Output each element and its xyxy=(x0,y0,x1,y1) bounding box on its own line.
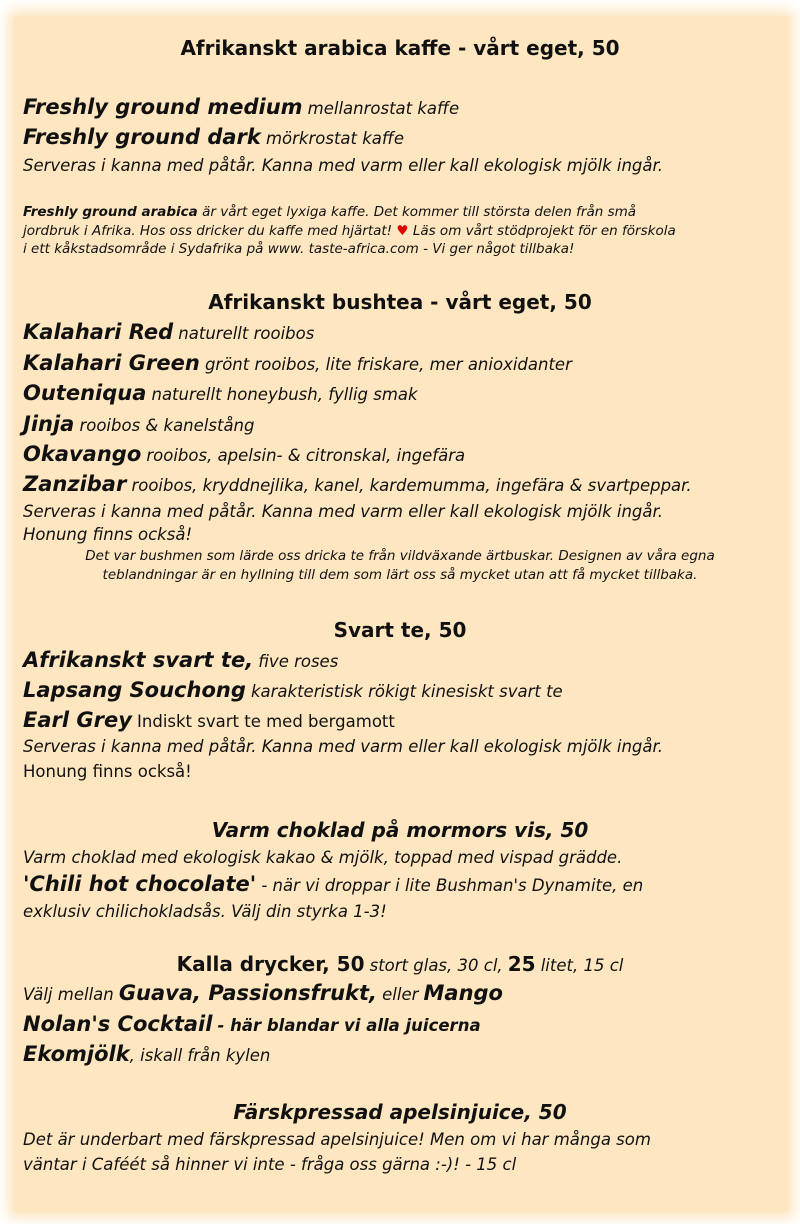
item-desc: - här blandar vi alla juicerna xyxy=(217,1016,481,1035)
item-desc: karakteristisk rökigt kinesiskt svart te xyxy=(250,682,563,701)
coffee-note-line: jordbruk i Afrika. Hos oss dricker du kaffe med hjärtat! ♥ Läs om vårt stödprojekt för en förskola xyxy=(23,223,676,239)
menu-item xyxy=(23,1012,481,1036)
menu-item xyxy=(23,95,459,119)
heart-icon: ♥ xyxy=(396,223,409,239)
item-name: Kalahari Green xyxy=(23,351,200,375)
item-desc: mellanrostat kaffe xyxy=(307,99,460,118)
item-desc: mörkrostat kaffe xyxy=(265,129,404,148)
item-desc: , iskall från kylen xyxy=(129,1046,271,1065)
item-desc: rooibos, apelsin- & citronskal, ingefära xyxy=(146,446,466,465)
item-desc: - när vi droppar i lite Bushman's Dynamite, en xyxy=(261,876,644,895)
item-name: Jinja xyxy=(23,412,75,436)
juice-desc: väntar i Caféét så hinner vi inte - fråga oss gärna :-)! - 15 cl xyxy=(23,1155,517,1174)
item-desc: naturellt rooibos xyxy=(178,324,315,343)
cold-heading: Kalla drycker, 50 stort glas, 30 cl, 25 litet, 15 cl xyxy=(176,952,624,976)
item-name: Lapsang Souchong xyxy=(23,678,246,702)
menu-item xyxy=(23,648,338,672)
menu-item xyxy=(23,412,254,436)
chocolate-desc: exklusiv chilichokladsås. Välj din styrka 1-3! xyxy=(23,902,387,921)
menu-item xyxy=(23,125,404,149)
coffee-note-line: Freshly ground arabica är vårt eget lyxiga kaffe. Det kommer till största delen från små xyxy=(23,204,637,220)
serve-note: Serveras i kanna med påtår. Kanna med varm eller kall ekologisk mjölk ingår. xyxy=(23,737,664,756)
juice-heading: Färskpressad apelsinjuice, 50 xyxy=(233,1100,567,1124)
bushtea-heading: Afrikanskt bushtea - vårt eget, 50 xyxy=(208,290,592,314)
item-name: Afrikanskt svart te, xyxy=(23,648,254,672)
bushtea-note-line: teblandningar är en hyllning till dem som lärt oss så mycket utan att få mycket tillbaka. xyxy=(102,567,698,583)
item-name: 'Chili hot chocolate' xyxy=(23,872,257,896)
item-name: Freshly ground dark xyxy=(23,125,261,149)
blacktea-heading: Svart te, 50 xyxy=(333,618,467,642)
item-desc: rooibos & kanelstång xyxy=(79,416,255,435)
menu-item: Välj mellan Guava, Passionsfrukt, eller Mango xyxy=(23,981,503,1005)
chocolate-heading: Varm choklad på mormors vis, 50 xyxy=(211,818,589,842)
item-name: Kalahari Red xyxy=(23,320,174,344)
item-desc: Indiskt svart te med bergamott xyxy=(137,712,395,731)
item-name: Okavango xyxy=(23,442,142,466)
honey-note: Honung finns också! xyxy=(23,525,193,544)
coffee-note-line: i ett kåkstadsområde i Sydafrika på www. taste-africa.com - Vi ger något tillbaka! xyxy=(23,241,575,257)
menu-item xyxy=(23,442,465,466)
menu-item xyxy=(23,320,314,344)
menu-item xyxy=(23,351,572,375)
menu-item xyxy=(23,1042,270,1066)
chocolate-desc: Varm choklad med ekologisk kakao & mjölk, toppad med vispad grädde. xyxy=(23,848,623,867)
item-desc: naturellt honeybush, fyllig smak xyxy=(151,385,418,404)
item-desc: grönt rooibos, lite friskare, mer anioxidanter xyxy=(204,355,572,374)
item-name: Ekomjölk xyxy=(23,1042,130,1066)
bushtea-note-line: Det var bushmen som lärde oss dricka te från vildväxande ärtbuskar. Designen av våra egna xyxy=(85,548,715,564)
menu-item xyxy=(23,872,643,896)
menu-item xyxy=(23,678,563,702)
menu-item xyxy=(23,472,692,496)
item-name: Nolan's Cocktail xyxy=(23,1012,213,1036)
serve-note: Serveras i kanna med påtår. Kanna med varm eller kall ekologisk mjölk ingår. xyxy=(23,156,664,175)
menu-item xyxy=(23,708,395,732)
juice-desc: Det är underbart med färskpressad apelsinjuice! Men om vi har många som xyxy=(23,1130,651,1149)
item-name: Zanzibar xyxy=(23,472,127,496)
item-desc: rooibos, kryddnejlika, kanel, kardemumma, ingefära & svartpeppar. xyxy=(131,476,692,495)
item-name: Freshly ground medium xyxy=(23,95,303,119)
item-name: Earl Grey xyxy=(23,708,132,732)
item-desc: five roses xyxy=(258,652,339,671)
honey-note: Honung finns också! xyxy=(23,762,192,781)
item-name: Outeniqua xyxy=(23,381,147,405)
menu-item xyxy=(23,381,418,405)
serve-note: Serveras i kanna med påtår. Kanna med varm eller kall ekologisk mjölk ingår. xyxy=(23,502,664,521)
coffee-heading: Afrikanskt arabica kaffe - vårt eget, 50 xyxy=(180,36,620,60)
